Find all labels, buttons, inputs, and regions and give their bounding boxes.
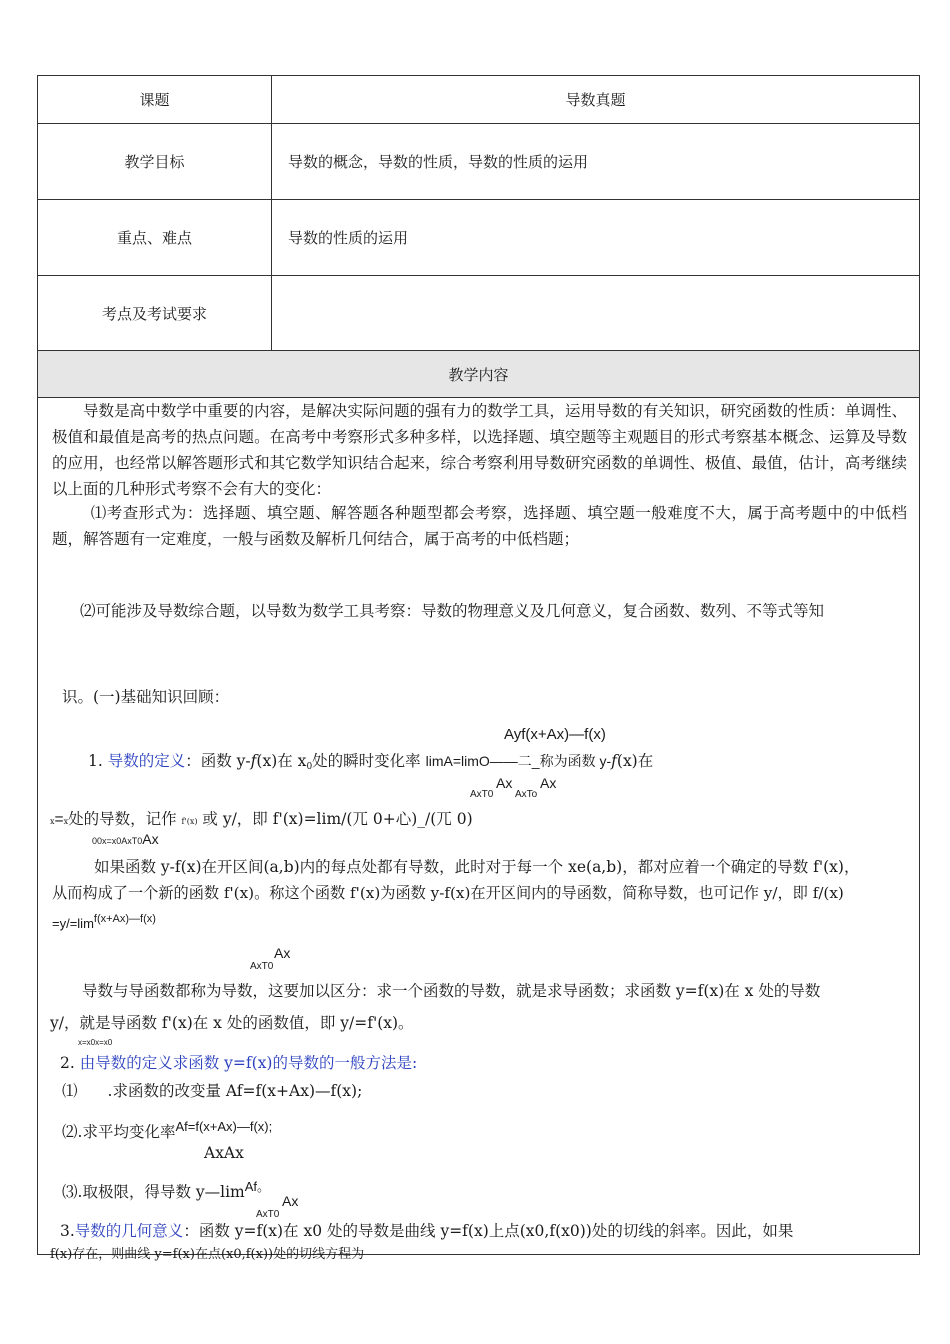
item-1: ⑴考查形式为：选择题、填空题、解答题各种题型都会考察，选择题、填空题一般难度不大，属于高考题中的中低档题，解答题有一定难度，一般与函数及解析几何结合，属于高考的中低档题； [52,504,907,548]
step-1-index: ⑴ [62,1082,78,1100]
def-text3: 处的瞬时变化率 [312,752,421,770]
exam-value [272,276,919,350]
item-2-tail: 识。(一)基础知识回顾： [62,688,230,706]
method-step-1 [62,1078,362,1104]
def-text1: ：函数 y- [185,752,251,770]
key-label: 重点、难点 [38,200,272,275]
step-3-index: ⑶ [62,1183,78,1201]
def-text4: (x)在 [616,752,654,770]
para-derivative-4a: AxT0 [250,961,274,972]
deriv-line2: 或 y/，即 f'(x)=lim/(兀 0+心)_/(兀 0) [202,810,473,828]
step-3-af: Af。 [244,1179,271,1194]
deriv-line: 处的导数，记作 [68,810,177,828]
goal-label: 教学目标 [38,124,272,199]
def-below-1: AxT0 [470,789,494,800]
geo-cut-line: f(x)存在，则曲线 y=f(x)在点(x0,f(x))处的切线方程为 [50,1247,365,1262]
deriv-under [92,826,159,854]
step-3-text: .取极限，得导数 y—lim [77,1183,245,1201]
para-derivative-1: 如果函数 y-f(x)在开区间(a,b)内的每点处都有导数，此时对于每一个 xe(a,b)，都对应着一个确定的导数 f'(x)， [94,858,860,876]
method-num: 2. [60,1054,75,1072]
topic-label: 课题 [38,76,272,123]
goal-value: 导数的概念，导数的性质，导数的性质的运用 [288,153,589,171]
para-derivative-4b: Ax [274,945,291,961]
method-step-3 [62,1174,270,1205]
step-1-text: .求函数的改变量 Af=f(x+Ax)—f(x); [107,1082,363,1100]
method-heading [60,1050,417,1076]
lesson-plan-table [37,75,920,1262]
geometric-meaning [60,1218,793,1244]
para-derivative-2: 从而构成了一个新的函数 f'(x)。称这个函数 f'(x)为函数 y-f(x)在开区间内的导函数，简称导数，也可记作 y/，即 f/(x) [52,884,844,902]
row-key-points [38,200,919,276]
key-value: 导数的性质的运用 [288,229,409,247]
exam-label: 考点及考试要求 [38,276,272,350]
step-2-text: .求平均变化率 [77,1123,176,1141]
def-text2: (x)在 x [256,752,307,770]
step-3-ax: Ax [282,1193,299,1209]
step-2-denominator: AxAx [204,1144,244,1162]
geo-num: 3. [60,1222,75,1240]
item-2: ⑵可能涉及导数综合题，以导数为数学工具考察：导数的物理意义及几何意义，复合函数、数列、不等式等知 [80,602,825,620]
geo-title: 导数的几何意义 [74,1222,184,1240]
para-derivative-3 [52,906,156,938]
deriv-under-text: 00x=x0AxT0 [92,836,143,846]
def-below-4: Ax [540,775,557,791]
def-num: 1. [88,752,103,770]
para-derivative-3a: =y/=lim [52,916,94,931]
def-title: 导数的定义 [107,752,186,770]
para-derivative-3b: f(x+Ax)—f(x) [93,913,156,925]
def-fraction-top: Ayf(x+Ax)—f(x) [504,726,606,743]
distinction-subscripts: x=x0x=x0 [78,1038,113,1047]
deriv-notation-line: x=x处的导数，记作 f'(x) 或 y/，即 f'(x)=lim/(兀 0+心)_/(兀 0) [50,810,473,828]
topic-value: 导数真题 [565,91,626,109]
content-header: 教学内容 [38,351,919,398]
step-2-index: ⑵ [62,1123,78,1141]
geo-text: ：函数 y=f(x)在 x0 处的导数是曲线 y=f(x)上点(x0,f(x0))处的切线的斜率。因此，如果 [183,1222,794,1240]
def-below-2: Ax [496,775,513,791]
def-lim: limA=limO——二_称为函数 y- [425,753,612,769]
def-below-3: AxTo [515,789,538,800]
deriv-under-ax: Ax [142,831,159,847]
para-distinction-1: 导数与导函数都称为导数，这要加以区分：求一个函数的导数，就是求导函数；求函数 y=f(x)在 x 处的导数 [82,982,821,1000]
step-3-below: AxT0 [256,1209,280,1220]
method-title: 由导数的定义求函数 y=f(x)的导数的一般方法是: [79,1054,418,1072]
def-line: 1. 导数的定义：函数 y-f(x)在 $x_0$处的瞬时变化率 limA=limO——二_称为函数 y-f(x)在 [88,752,654,772]
para-distinction-2: y/，就是导函数 f'(x)在 x 处的函数值，即 y/=f'(x)。 [50,1014,414,1032]
row-exam-points [38,276,919,351]
intro-paragraph: 导数是高中数学中重要的内容，是解决实际问题的强有力的数学工具，运用导数的有关知识，研究函数的性质：单调性、极值和最值是高考的热点问题。在高考中考察形式多种多样，以选择题、填空题等主观题目的形式考察基本概念、运算及导数的应用，也经常以解答题形式和其它数学知识结合起来，综合考察利用导数研究函数的单调性、极值、最值，估计，高考继续以上面的几种形式考察不会有大的变化： [52,402,907,498]
content-body [38,398,919,1262]
step-2-fraction: Af=f(x+Ax)—f(x); [175,1119,273,1134]
row-topic [38,76,919,124]
deriv-sup: f'(x) [181,817,198,826]
row-goal [38,124,919,200]
